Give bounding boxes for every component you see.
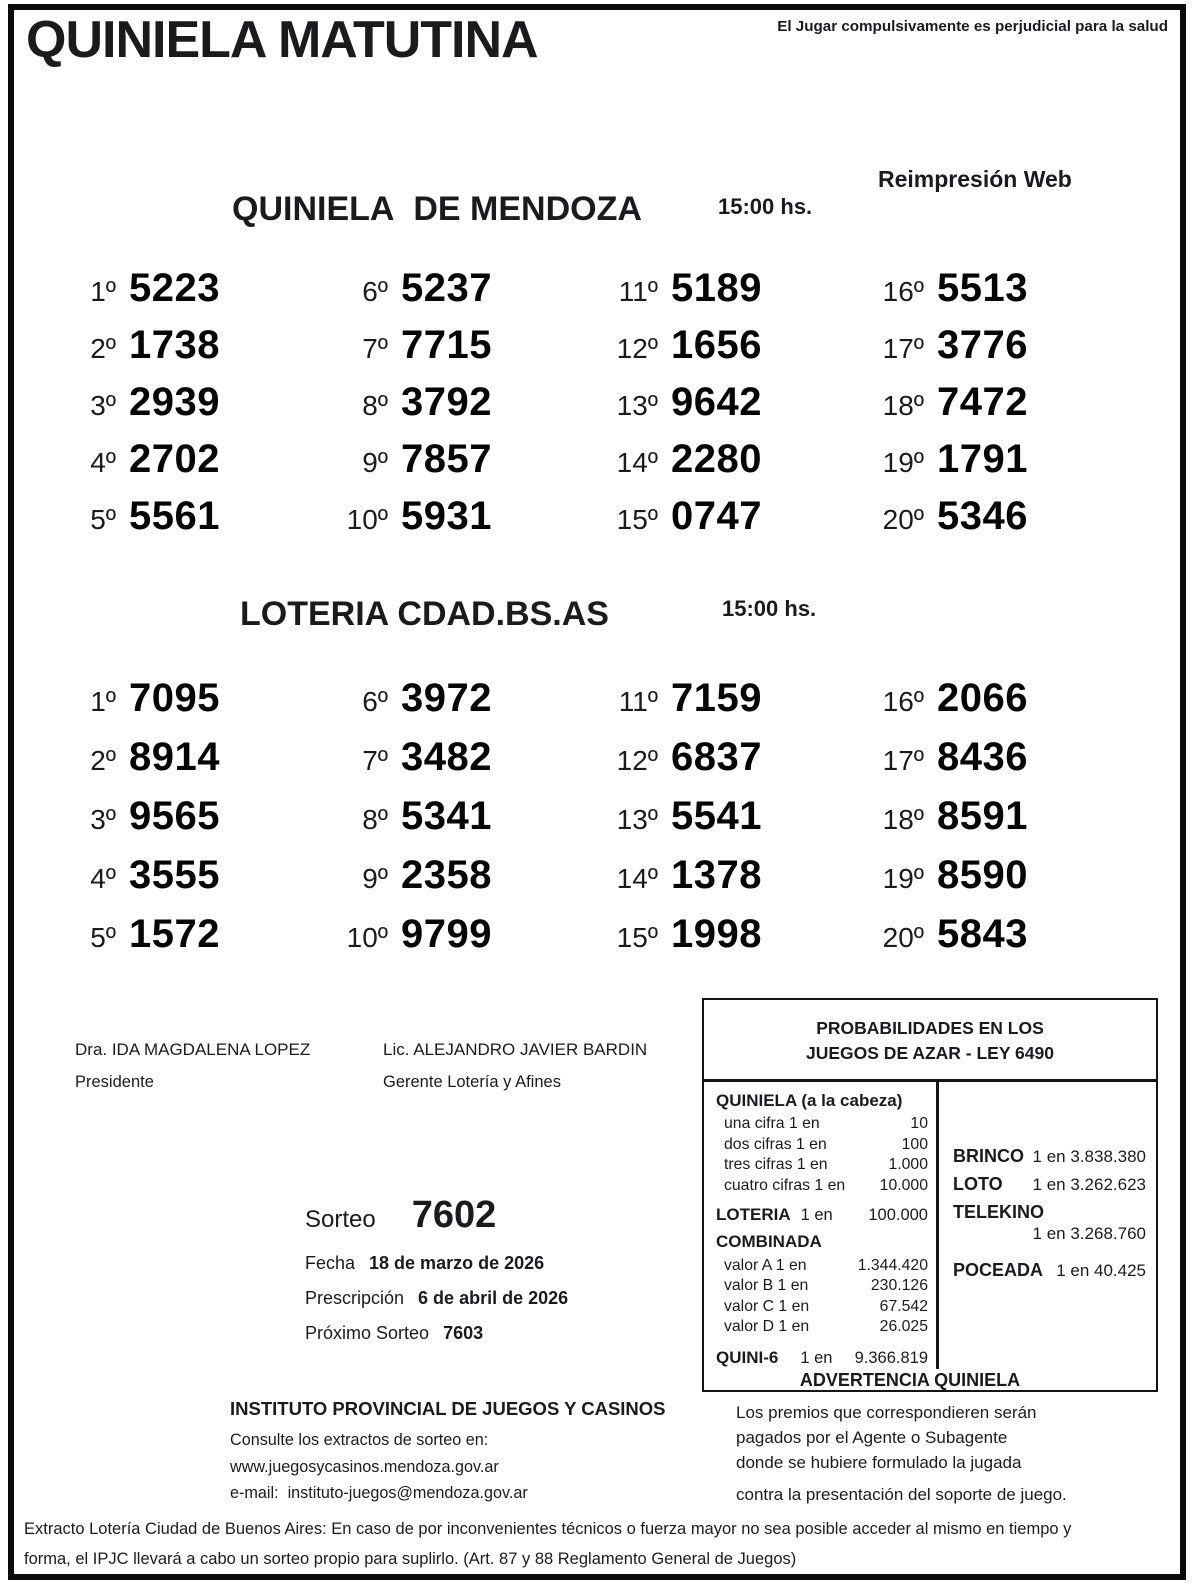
draw-info	[305, 1194, 568, 1358]
result-position: 6º	[362, 686, 388, 717]
result-position: 1º	[90, 276, 116, 307]
bsas-heading: LOTERIA CDAD.BS.AS	[240, 595, 609, 633]
proximo-value: 7603	[443, 1323, 484, 1343]
fecha-row	[305, 1253, 568, 1274]
result-position: 19º	[882, 447, 924, 478]
result-position: 6º	[362, 276, 388, 307]
result-row	[600, 437, 762, 494]
signer-name: Lic. ALEJANDRO JAVIER BARDIN	[383, 1040, 648, 1059]
game-label: TELEKINO	[953, 1202, 1045, 1222]
result-row	[866, 853, 1028, 912]
game-label: BRINCO	[953, 1146, 1024, 1166]
results-column	[600, 266, 762, 551]
result-number: 5513	[937, 266, 1028, 310]
signer-role: Presidente	[75, 1073, 154, 1091]
result-position: 5º	[90, 504, 116, 535]
loteria-value: 100.000	[868, 1206, 928, 1224]
probabilities-title-line1: PROBABILIDADES EN LOS	[816, 1018, 1044, 1038]
result-row	[600, 266, 762, 323]
game-value: 1 en 3.268.760	[1032, 1224, 1146, 1243]
loteria-label: LOTERIA	[716, 1205, 791, 1224]
proximo-label: Próximo Sorteo	[305, 1323, 430, 1343]
results-column	[330, 266, 492, 551]
sorteo-row	[305, 1194, 568, 1237]
footer-disclaimer	[24, 1514, 1174, 1574]
result-position: 15º	[616, 504, 658, 535]
result-number: 7857	[401, 437, 492, 481]
probability-row	[716, 1297, 928, 1318]
result-row	[330, 676, 492, 735]
quini6-row	[716, 1348, 928, 1369]
results-column	[330, 676, 492, 971]
probability-value: 67.542	[879, 1297, 928, 1315]
game-row	[953, 1260, 1146, 1281]
result-row	[58, 853, 220, 912]
quini6-label: QUINI-6	[716, 1347, 779, 1367]
result-position: 19º	[882, 863, 924, 894]
result-number: 7715	[401, 323, 492, 367]
prescripcion-row	[305, 1288, 568, 1309]
prescripcion-label: Prescripción	[305, 1288, 405, 1308]
result-number: 2939	[129, 380, 220, 424]
probability-label: tres cifras 1 en	[724, 1156, 828, 1173]
result-number: 1998	[671, 912, 762, 956]
result-number: 9642	[671, 380, 762, 424]
result-number: 3972	[401, 676, 492, 720]
result-row	[600, 323, 762, 380]
bsas-results-grid	[0, 676, 1200, 976]
result-position: 15º	[616, 922, 658, 953]
email-label: e-mail:	[230, 1484, 279, 1502]
mendoza-results-grid	[0, 266, 1200, 556]
result-row	[330, 437, 492, 494]
game-value: 1 en 40.425	[1056, 1261, 1146, 1280]
result-row	[330, 735, 492, 794]
advertencia-line: donde se hubiere formulado la jugada	[736, 1453, 1022, 1472]
advertencia-line: pagados por el Agente o Subagente	[736, 1428, 1008, 1447]
result-row	[866, 437, 1028, 494]
result-number: 8436	[937, 735, 1028, 779]
results-column	[866, 266, 1028, 551]
probability-row	[716, 1317, 928, 1338]
result-row	[600, 794, 762, 853]
result-row	[600, 912, 762, 971]
advertencia-block	[736, 1370, 1084, 1507]
probabilities-right-column	[939, 1082, 1156, 1369]
result-position: 18º	[882, 390, 924, 421]
prescripcion-value: 6 de abril de 2026	[418, 1288, 569, 1308]
probability-value: 1.344.420	[857, 1256, 928, 1274]
result-position: 14º	[616, 863, 658, 894]
game-row	[953, 1202, 1146, 1244]
result-position: 10º	[346, 504, 388, 535]
loteria-row	[716, 1205, 928, 1226]
result-row	[866, 323, 1028, 380]
result-position: 13º	[616, 390, 658, 421]
result-position: 10º	[346, 922, 388, 953]
result-number: 2280	[671, 437, 762, 481]
instituto-website: www.juegosycasinos.mendoza.gov.ar	[230, 1457, 499, 1476]
result-number: 1738	[129, 323, 220, 367]
advertencia-line: contra la presentación del soporte de juego.	[736, 1485, 1067, 1504]
game-label: POCEADA	[953, 1260, 1044, 1280]
fecha-label: Fecha	[305, 1253, 356, 1273]
result-number: 9799	[401, 912, 492, 956]
result-position: 7º	[362, 745, 388, 776]
result-row	[330, 266, 492, 323]
result-number: 3482	[401, 735, 492, 779]
result-row	[600, 853, 762, 912]
probability-value: 1.000	[888, 1156, 928, 1173]
result-row	[58, 676, 220, 735]
result-number: 3555	[129, 853, 220, 897]
result-position: 16º	[882, 276, 924, 307]
signature-left	[75, 1040, 310, 1092]
result-number: 5541	[671, 794, 762, 838]
probability-value: 10.000	[879, 1176, 928, 1194]
probabilities-title-line2: JUEGOS DE AZAR - LEY 6490	[806, 1043, 1054, 1063]
proximo-sorteo-row	[305, 1323, 568, 1344]
result-number: 1656	[671, 323, 762, 367]
result-row	[866, 266, 1028, 323]
loteria-mid: 1 en	[800, 1206, 833, 1224]
results-column	[600, 676, 762, 971]
probability-label: una cifra 1 en	[724, 1115, 820, 1132]
result-number: 1572	[129, 912, 220, 956]
result-number: 1378	[671, 853, 762, 897]
result-number: 7159	[671, 676, 762, 720]
signature-right	[383, 1040, 647, 1092]
result-position: 17º	[882, 745, 924, 776]
probabilities-title	[704, 1000, 1156, 1082]
result-row	[58, 380, 220, 437]
result-number: 8590	[937, 853, 1028, 897]
result-row	[866, 676, 1028, 735]
result-number: 2702	[129, 437, 220, 481]
game-label: LOTO	[953, 1174, 1003, 1194]
result-number: 8591	[937, 794, 1028, 838]
probabilities-box	[702, 998, 1158, 1392]
probabilities-left-column	[704, 1082, 939, 1369]
instituto-consult: Consulte los extractos de sorteo en:	[230, 1431, 489, 1449]
result-row	[58, 494, 220, 551]
page-title: QUINIELA MATUTINA	[26, 11, 538, 69]
game-row	[953, 1146, 1146, 1167]
result-number: 5341	[401, 794, 492, 838]
mendoza-heading: QUINIELA DE MENDOZA	[232, 190, 642, 228]
result-position: 9º	[362, 447, 388, 478]
result-number: 5561	[129, 494, 220, 538]
probability-label: valor C 1 en	[724, 1297, 810, 1315]
result-row	[330, 794, 492, 853]
result-position: 3º	[90, 804, 116, 835]
result-position: 7º	[362, 333, 388, 364]
probability-label: valor D 1 en	[724, 1318, 810, 1335]
result-position: 3º	[90, 390, 116, 421]
email-value: instituto-juegos@mendoza.gov.ar	[287, 1484, 528, 1502]
probability-value: 100	[901, 1135, 928, 1153]
game-value: 1 en 3.262.623	[1032, 1175, 1146, 1194]
probability-row	[716, 1176, 928, 1197]
instituto-email-row	[230, 1480, 666, 1507]
result-row	[866, 494, 1028, 551]
quini6-mid: 1 en	[800, 1348, 833, 1367]
sorteo-number: 7602	[411, 1194, 497, 1236]
result-number: 3776	[937, 323, 1028, 367]
results-column	[866, 676, 1028, 971]
advertencia-line: Los premios que correspondieren serán	[736, 1403, 1037, 1422]
probability-value: 230.126	[870, 1277, 928, 1294]
result-number: 6837	[671, 735, 762, 779]
result-number: 7095	[129, 676, 220, 720]
result-row	[600, 380, 762, 437]
result-position: 4º	[90, 447, 116, 478]
instituto-name: INSTITUTO PROVINCIAL DE JUEGOS Y CASINOS	[230, 1398, 666, 1419]
sorteo-label: Sorteo	[305, 1206, 376, 1233]
result-number: 0747	[671, 494, 762, 538]
result-position: 5º	[90, 922, 116, 953]
result-number: 8914	[129, 735, 220, 779]
result-position: 8º	[362, 390, 388, 421]
result-row	[866, 380, 1028, 437]
probability-row	[716, 1155, 928, 1176]
result-position: 20º	[882, 922, 924, 953]
probability-row	[716, 1276, 928, 1297]
result-position: 11º	[618, 276, 658, 307]
result-row	[600, 494, 762, 551]
result-row	[58, 437, 220, 494]
fecha-value: 18 de marzo de 2026	[369, 1253, 545, 1273]
result-number: 5237	[401, 266, 492, 310]
result-row	[600, 676, 762, 735]
instituto-block	[230, 1398, 666, 1507]
probability-label: valor B 1 en	[724, 1277, 809, 1294]
result-row	[866, 912, 1028, 971]
result-position: 13º	[616, 804, 658, 835]
quini6-value: 9.366.819	[854, 1348, 928, 1367]
bsas-time: 15:00 hs.	[722, 596, 817, 621]
quiniela-heading: QUINIELA (a la cabeza)	[716, 1091, 903, 1110]
result-number: 9565	[129, 794, 220, 838]
probabilities-body	[704, 1082, 1156, 1369]
probability-row	[716, 1114, 928, 1135]
reprint-label: Reimpresión Web	[878, 166, 1072, 192]
probability-value: 10	[910, 1115, 928, 1132]
result-row	[330, 323, 492, 380]
result-row	[330, 380, 492, 437]
result-number: 5346	[937, 494, 1028, 538]
signer-role: Gerente Lotería y Afines	[383, 1073, 561, 1091]
result-row	[866, 794, 1028, 853]
result-row	[58, 912, 220, 971]
game-row	[953, 1174, 1146, 1195]
health-warning: El Jugar compulsivamente es perjudicial para la salud	[777, 18, 1168, 35]
result-row	[330, 494, 492, 551]
result-number: 5931	[401, 494, 492, 538]
result-number: 7472	[937, 380, 1028, 424]
advertencia-heading: ADVERTENCIA QUINIELA	[799, 1370, 1021, 1390]
result-position: 20º	[882, 504, 924, 535]
result-row	[866, 735, 1028, 794]
result-position: 12º	[616, 745, 658, 776]
footer-line: forma, el IPJC llevará a cabo un sorteo propio para suplirlo. (Art. 87 y 88 Reglamento General de Juegos)	[24, 1550, 797, 1568]
results-column	[58, 676, 220, 971]
probability-label: dos cifras 1 en	[724, 1135, 827, 1153]
result-number: 5223	[129, 266, 220, 310]
result-position: 17º	[882, 333, 924, 364]
result-position: 16º	[882, 686, 924, 717]
probability-row	[716, 1135, 928, 1156]
result-number: 5189	[671, 266, 762, 310]
result-number: 2358	[401, 853, 492, 897]
probability-label: cuatro cifras 1 en	[724, 1176, 846, 1194]
result-row	[600, 735, 762, 794]
results-column	[58, 266, 220, 551]
result-position: 2º	[90, 333, 116, 364]
result-row	[58, 794, 220, 853]
probability-row	[716, 1256, 928, 1277]
mendoza-time: 15:00 hs.	[718, 194, 813, 219]
result-row	[58, 735, 220, 794]
result-position: 11º	[618, 686, 658, 717]
result-position: 9º	[362, 863, 388, 894]
probability-value: 26.025	[879, 1318, 928, 1335]
result-position: 18º	[882, 804, 924, 835]
result-position: 1º	[90, 686, 116, 717]
signer-name: Dra. IDA MAGDALENA LOPEZ	[75, 1040, 311, 1059]
result-row	[58, 323, 220, 380]
combinada-heading: COMBINADA	[716, 1231, 822, 1251]
result-position: 4º	[90, 863, 116, 894]
result-number: 2066	[937, 676, 1028, 720]
result-number: 5843	[937, 912, 1028, 956]
result-position: 8º	[362, 804, 388, 835]
game-value: 1 en 3.838.380	[1032, 1147, 1146, 1166]
result-number: 1791	[937, 437, 1028, 481]
result-row	[58, 266, 220, 323]
result-number: 3792	[401, 380, 492, 424]
result-row	[330, 912, 492, 971]
probability-label: valor A 1 en	[724, 1256, 807, 1274]
footer-line: Extracto Lotería Ciudad de Buenos Aires: En caso de por inconvenientes técnicos o fuerza mayor no sea posible acceder al mismo en tiempo y	[24, 1520, 1072, 1538]
result-position: 12º	[616, 333, 658, 364]
result-position: 2º	[90, 745, 116, 776]
result-position: 14º	[616, 447, 658, 478]
result-row	[330, 853, 492, 912]
